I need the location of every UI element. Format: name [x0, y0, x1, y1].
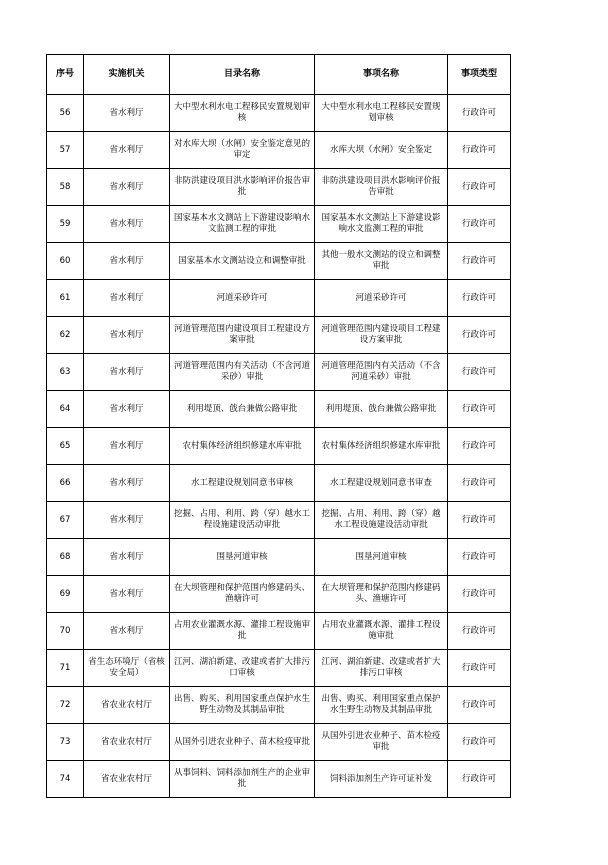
cell-item: 占用农业灌溉水源、灌排工程设施审批 [315, 613, 448, 650]
cell-item: 大中型水利水电工程移民安置规划审核 [315, 95, 448, 132]
table-row [47, 391, 511, 428]
table-header-row [47, 55, 511, 95]
cell-no: 71 [47, 650, 84, 687]
cell-type: 行政许可 [448, 354, 511, 391]
cell-item: 饲料添加剂生产许可证补发 [315, 761, 448, 798]
table-row [47, 428, 511, 465]
cell-type: 行政许可 [448, 576, 511, 613]
cell-no: 72 [47, 687, 84, 724]
cell-item: 水工程建设规划同意书审查 [315, 465, 448, 502]
cell-catalog: 河道管理范围内建设项目工程建设方案审批 [170, 317, 315, 354]
table-row [47, 465, 511, 502]
cell-type: 行政许可 [448, 539, 511, 576]
cell-item: 其他一般水文测站的设立和调整审批 [315, 243, 448, 280]
cell-agency: 省水利厅 [84, 502, 170, 539]
cell-item: 农村集体经济组织修建水库审批 [315, 428, 448, 465]
table-row [47, 169, 511, 206]
header-agency: 实施机关 [84, 55, 170, 95]
cell-type: 行政许可 [448, 243, 511, 280]
cell-type: 行政许可 [448, 650, 511, 687]
cell-agency: 省水利厅 [84, 576, 170, 613]
table-row [47, 687, 511, 724]
cell-no: 66 [47, 465, 84, 502]
table-row [47, 650, 511, 687]
cell-catalog: 对水库大坝（水闸）安全鉴定意见的审定 [170, 132, 315, 169]
cell-catalog: 占用农业灌溉水源、灌排工程设施审批 [170, 613, 315, 650]
cell-catalog: 利用堤顶、戗台兼做公路审批 [170, 391, 315, 428]
table-row [47, 354, 511, 391]
cell-catalog: 河道采砂许可 [170, 280, 315, 317]
cell-catalog: 江河、湖泊新建、改建或者扩大排污口审核 [170, 650, 315, 687]
table-row [47, 724, 511, 761]
cell-catalog: 从国外引进农业种子、苗木检疫审批 [170, 724, 315, 761]
cell-no: 64 [47, 391, 84, 428]
cell-agency: 省水利厅 [84, 95, 170, 132]
cell-agency: 省水利厅 [84, 132, 170, 169]
cell-no: 62 [47, 317, 84, 354]
cell-item: 江河、湖泊新建、改建或者扩大排污口审核 [315, 650, 448, 687]
cell-item: 河道管理范围内有关活动（不含河道采砂）审批 [315, 354, 448, 391]
cell-item: 从国外引进农业种子、苗木检疫审批 [315, 724, 448, 761]
header-type: 事项类型 [448, 55, 511, 95]
cell-no: 73 [47, 724, 84, 761]
cell-catalog: 出售、购买、利用国家重点保护水生野生动物及其制品审批 [170, 687, 315, 724]
table-row [47, 206, 511, 243]
cell-catalog: 围垦河道审核 [170, 539, 315, 576]
cell-type: 行政许可 [448, 428, 511, 465]
cell-item: 在大坝管理和保护范围内修建码头、渔塘许可 [315, 576, 448, 613]
cell-agency: 省农业农村厅 [84, 687, 170, 724]
cell-catalog: 从事饲料、饲料添加剂生产的企业审批 [170, 761, 315, 798]
table-row [47, 95, 511, 132]
cell-type: 行政许可 [448, 613, 511, 650]
cell-no: 69 [47, 576, 84, 613]
cell-type: 行政许可 [448, 761, 511, 798]
cell-catalog: 挖掘、占用、利用、跨（穿）越水工程设施建设活动审批 [170, 502, 315, 539]
cell-catalog: 在大坝管理和保护范围内修建码头、渔塘许可 [170, 576, 315, 613]
cell-no: 60 [47, 243, 84, 280]
header-no: 序号 [47, 55, 84, 95]
cell-agency: 省水利厅 [84, 317, 170, 354]
cell-type: 行政许可 [448, 280, 511, 317]
cell-no: 67 [47, 502, 84, 539]
cell-agency: 省水利厅 [84, 206, 170, 243]
cell-type: 行政许可 [448, 724, 511, 761]
cell-catalog: 国家基本水文测站上下游建设影响水文监测工程的审批 [170, 206, 315, 243]
cell-catalog: 河道管理范围内有关活动（不含河道采砂）审批 [170, 354, 315, 391]
cell-agency: 省生态环境厅（省核安全局） [84, 650, 170, 687]
header-item: 事项名称 [315, 55, 448, 95]
cell-no: 65 [47, 428, 84, 465]
table-row [47, 317, 511, 354]
cell-type: 行政许可 [448, 95, 511, 132]
cell-no: 63 [47, 354, 84, 391]
cell-catalog: 水工程建设规划同意书审核 [170, 465, 315, 502]
cell-agency: 省水利厅 [84, 428, 170, 465]
cell-type: 行政许可 [448, 206, 511, 243]
cell-type: 行政许可 [448, 465, 511, 502]
cell-type: 行政许可 [448, 132, 511, 169]
cell-agency: 省水利厅 [84, 169, 170, 206]
cell-catalog: 国家基本水文测站设立和调整审批 [170, 243, 315, 280]
cell-item: 河道管理范围内建设项目工程建设方案审批 [315, 317, 448, 354]
table-row [47, 761, 511, 798]
cell-type: 行政许可 [448, 169, 511, 206]
cell-type: 行政许可 [448, 391, 511, 428]
cell-agency: 省水利厅 [84, 243, 170, 280]
header-catalog: 目录名称 [170, 55, 315, 95]
cell-item: 利用堤顶、戗台兼做公路审批 [315, 391, 448, 428]
cell-agency: 省水利厅 [84, 465, 170, 502]
cell-type: 行政许可 [448, 687, 511, 724]
cell-item: 国家基本水文测站上下游建设影响水文监测工程的审批 [315, 206, 448, 243]
cell-agency: 省水利厅 [84, 354, 170, 391]
cell-item: 出售、购买、利用国家重点保护水生野生动物及其制品审批 [315, 687, 448, 724]
cell-type: 行政许可 [448, 317, 511, 354]
cell-no: 68 [47, 539, 84, 576]
cell-item: 挖掘、占用、利用、跨（穿）越水工程设施建设活动审批 [315, 502, 448, 539]
cell-agency: 省水利厅 [84, 613, 170, 650]
table-row [47, 280, 511, 317]
table-row [47, 132, 511, 169]
cell-agency: 省农业农村厅 [84, 761, 170, 798]
cell-no: 59 [47, 206, 84, 243]
table-row [47, 243, 511, 280]
cell-catalog: 非防洪建设项目洪水影响评价报告审批 [170, 169, 315, 206]
cell-agency: 省水利厅 [84, 539, 170, 576]
cell-no: 56 [47, 95, 84, 132]
cell-no: 58 [47, 169, 84, 206]
table-row [47, 502, 511, 539]
table-row [47, 576, 511, 613]
cell-no: 61 [47, 280, 84, 317]
table-row [47, 613, 511, 650]
cell-catalog: 大中型水利水电工程移民安置规划审核 [170, 95, 315, 132]
catalog-table [46, 54, 511, 798]
cell-type: 行政许可 [448, 502, 511, 539]
cell-item: 围垦河道审核 [315, 539, 448, 576]
cell-item: 非防洪建设项目洪水影响评价报告审批 [315, 169, 448, 206]
cell-agency: 省农业农村厅 [84, 724, 170, 761]
cell-no: 57 [47, 132, 84, 169]
cell-no: 70 [47, 613, 84, 650]
cell-agency: 省水利厅 [84, 391, 170, 428]
cell-item: 水库大坝（水闸）安全鉴定 [315, 132, 448, 169]
cell-agency: 省水利厅 [84, 280, 170, 317]
table-row [47, 539, 511, 576]
cell-catalog: 农村集体经济组织修建水库审批 [170, 428, 315, 465]
cell-item: 河道采砂许可 [315, 280, 448, 317]
cell-no: 74 [47, 761, 84, 798]
